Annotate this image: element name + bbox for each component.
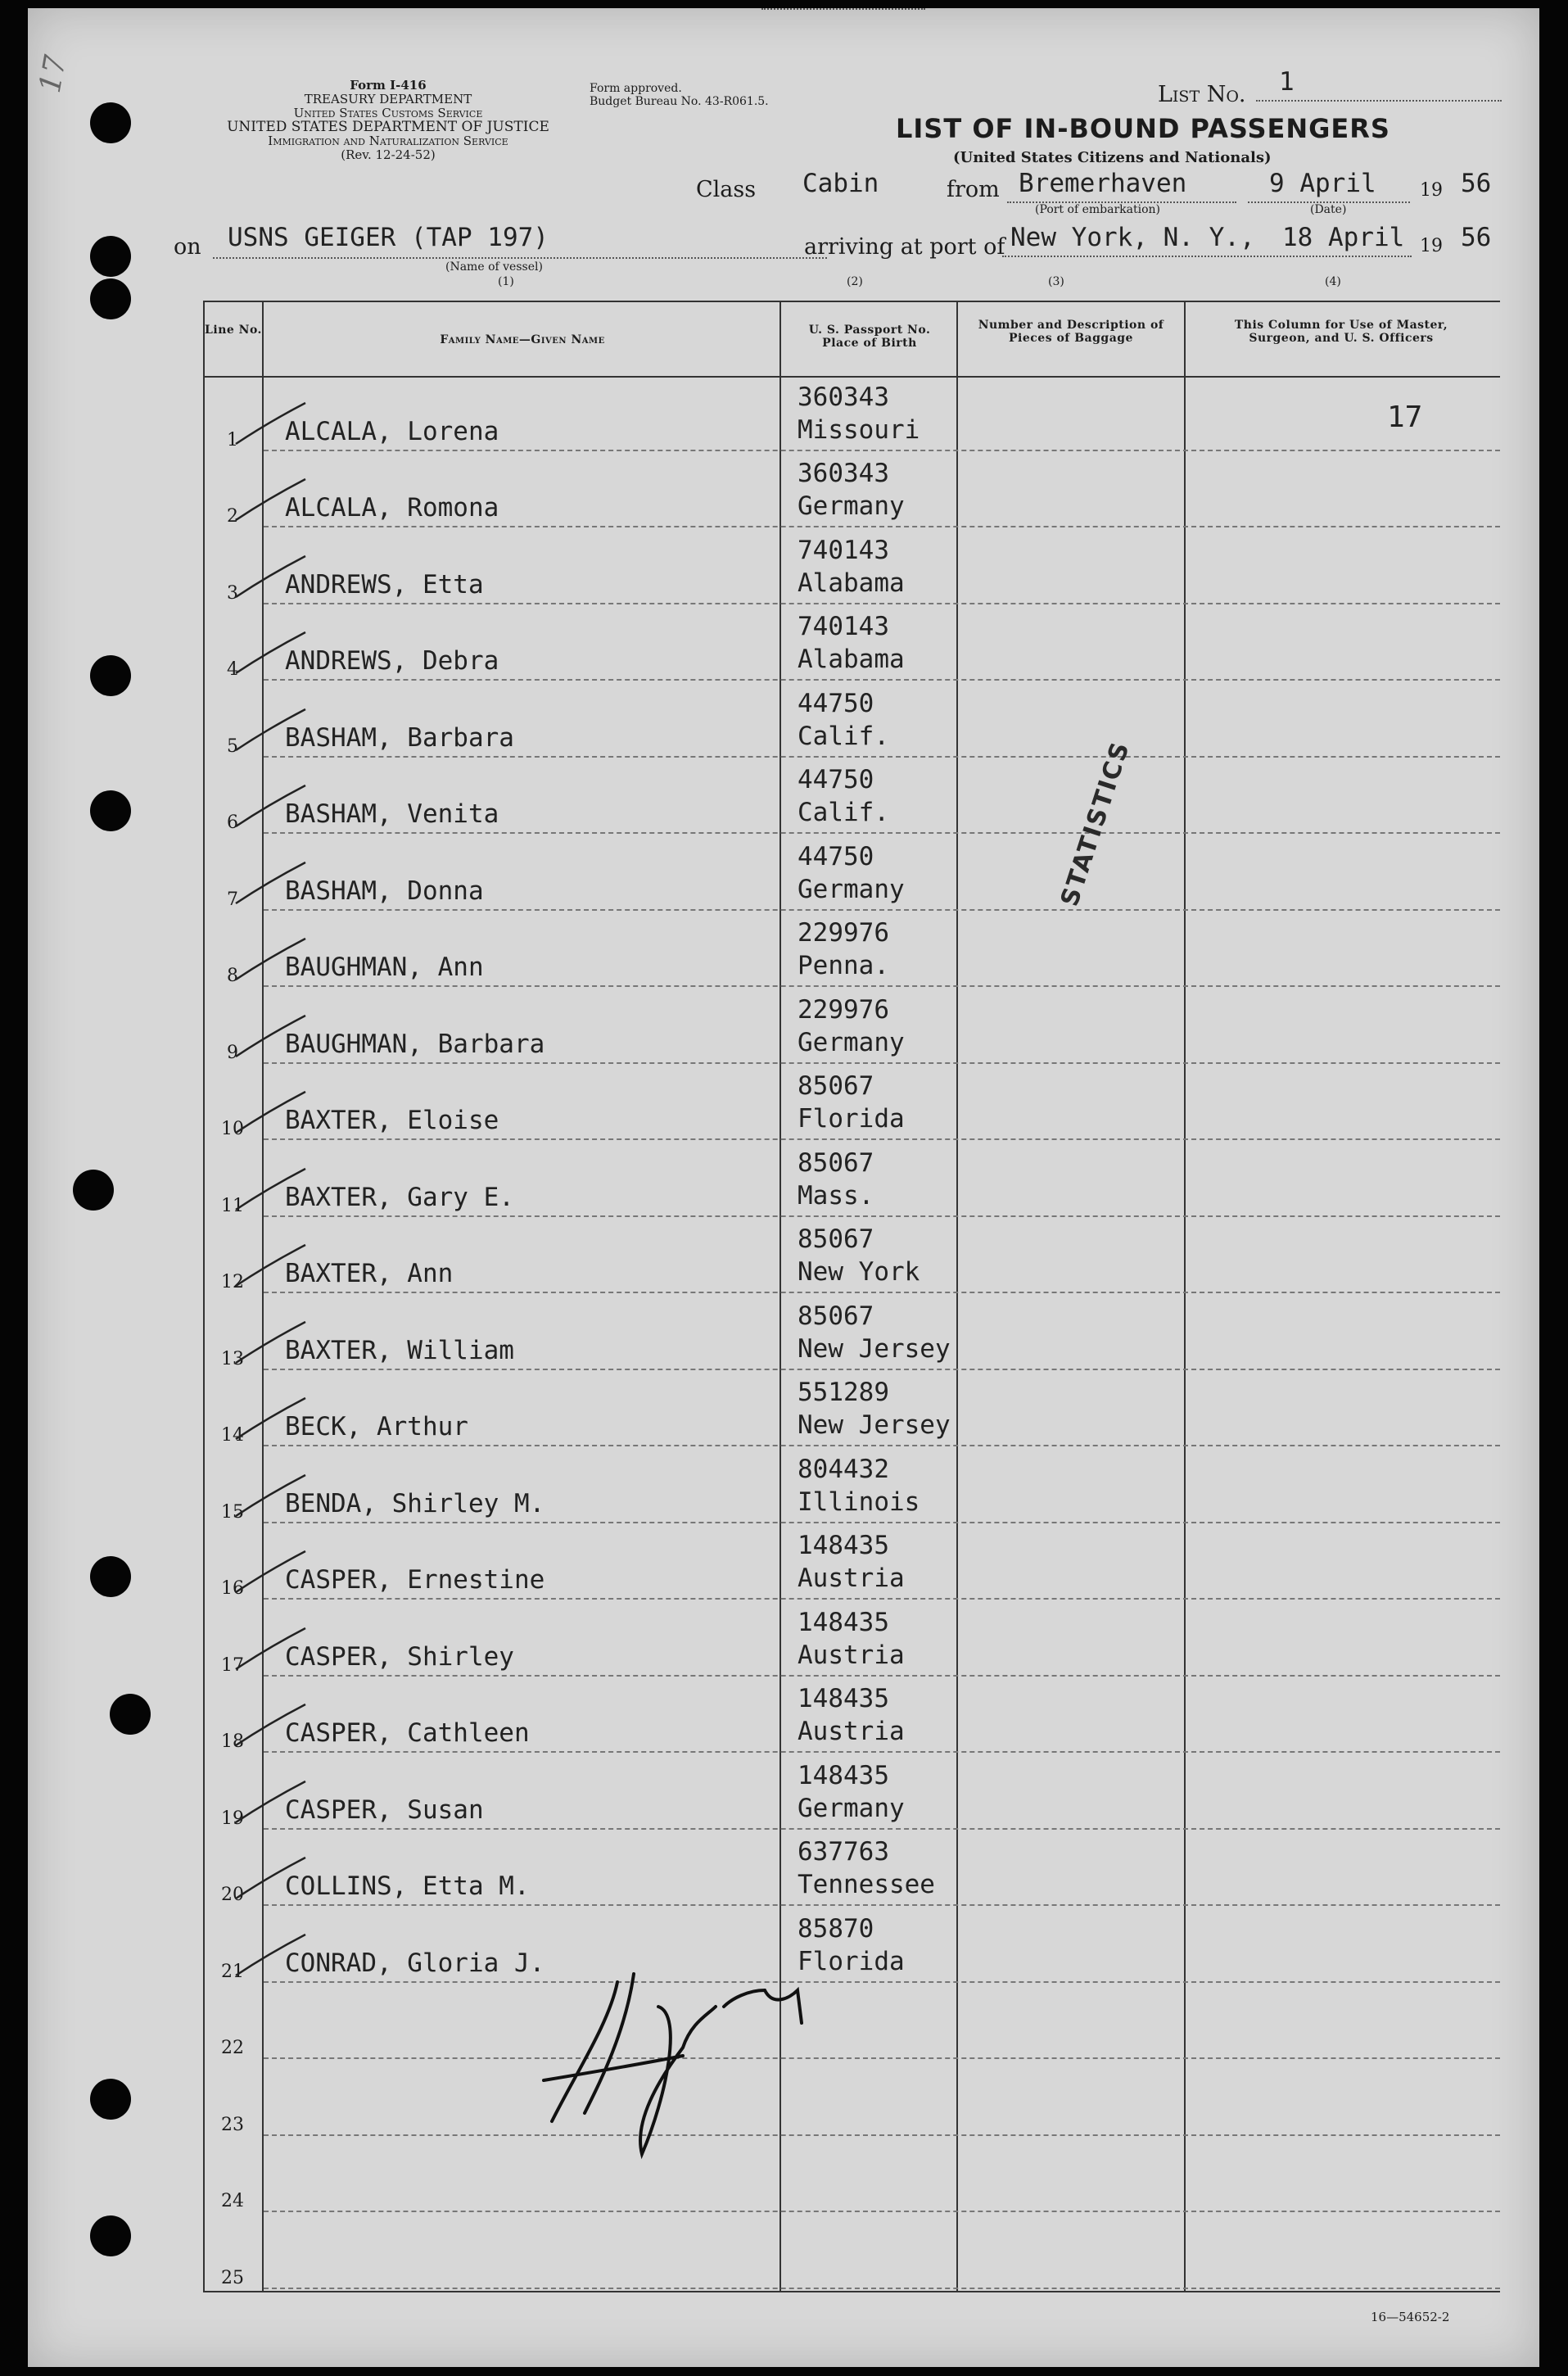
arrival-year: 56	[1461, 223, 1492, 252]
table-row	[203, 835, 1500, 912]
punch-hole	[90, 790, 131, 831]
revision-date: (Rev. 12-24-52)	[341, 147, 436, 162]
place-of-birth: Alabama	[798, 568, 905, 598]
passport-number: 740143	[798, 612, 889, 641]
col-caption-4: (4)	[1325, 275, 1341, 288]
passport-number: 148435	[798, 1684, 889, 1713]
punch-hole	[90, 278, 131, 319]
punch-hole	[110, 1694, 151, 1735]
punch-hole	[90, 236, 131, 277]
list-label: List No.	[1158, 82, 1246, 107]
place-of-birth: Austria	[798, 1640, 905, 1670]
passenger-name: BAXTER, Eloise	[285, 1106, 499, 1135]
table-row	[203, 1525, 1500, 1602]
passport-number: 44750	[798, 765, 874, 794]
table-row	[203, 1831, 1500, 1908]
passenger-name: ALCALA, Lorena	[285, 416, 499, 446]
passport-number: 360343	[798, 382, 889, 412]
from-label: from	[947, 177, 1000, 202]
passenger-name: CASPER, Ernestine	[285, 1565, 545, 1595]
table-row	[203, 1295, 1500, 1372]
table-row	[203, 1448, 1500, 1525]
passenger-name: BENDA, Shirley M.	[285, 1488, 545, 1518]
line-number: 16	[221, 1578, 244, 1599]
place-of-birth: Austria	[798, 1564, 905, 1593]
line-number: 13	[221, 1348, 244, 1369]
passenger-name: ANDREWS, Etta	[285, 569, 484, 600]
line-number: 18	[221, 1731, 244, 1752]
passport-number: 148435	[798, 1607, 889, 1637]
place-of-birth: Missouri	[798, 414, 920, 445]
line-number: 21	[221, 1961, 244, 1982]
customs-service: United States Customs Service	[293, 106, 483, 120]
header-baggage: Number and Description of Pieces of Baggage	[978, 319, 1164, 345]
arrival-century: 19	[1420, 236, 1443, 256]
table-row	[203, 606, 1500, 683]
table-row	[203, 1142, 1500, 1219]
year-value: 56	[1461, 169, 1492, 198]
punch-hole	[90, 2215, 131, 2256]
passport-number: 637763	[798, 1837, 889, 1867]
table-row	[203, 1754, 1500, 1831]
table-row	[203, 759, 1500, 836]
passport-number: 85067	[798, 1147, 874, 1178]
form-number: Form I-416	[350, 78, 427, 93]
vessel-name: USNS GEIGER (TAP 197)	[228, 223, 549, 252]
line-number: 22	[221, 2038, 244, 2058]
passport-number: 85870	[798, 1913, 874, 1944]
punch-hole	[73, 1170, 114, 1211]
header-line-no: Line No.	[205, 324, 262, 337]
passport-number: 148435	[798, 1760, 889, 1790]
passenger-name: CASPER, Cathleen	[285, 1718, 530, 1748]
line-number: 17	[221, 1654, 244, 1676]
line-number: 14	[221, 1425, 244, 1446]
century-label: 19	[1420, 180, 1443, 201]
place-of-birth: Germany	[798, 1027, 905, 1057]
signature	[519, 1957, 863, 2170]
place-of-birth: New Jersey	[798, 1410, 951, 1440]
header-passport: U. S. Passport No. Place of Birth	[808, 324, 931, 350]
passenger-name: BASHAM, Donna	[285, 876, 484, 906]
list-number: 1	[1279, 67, 1295, 97]
passenger-name: BAUGHMAN, Ann	[285, 953, 484, 982]
document-page	[28, 8, 1539, 2367]
punch-hole	[90, 2079, 131, 2120]
place-of-birth: Tennessee	[798, 1870, 935, 1899]
vessel-caption: (Name of vessel)	[445, 260, 543, 274]
passport-number: 85067	[798, 1301, 874, 1331]
col-caption-2: (2)	[847, 275, 863, 288]
place-of-birth: New York	[798, 1257, 920, 1287]
passport-number: 44750	[798, 841, 874, 871]
place-of-birth: Calif.	[798, 721, 889, 751]
table-row	[203, 376, 1500, 453]
on-label: on	[174, 234, 201, 260]
line-number: 11	[221, 1195, 244, 1216]
passenger-name: ANDREWS, Debra	[285, 646, 499, 676]
line-number: 9	[227, 1042, 238, 1063]
col-caption-1: (1)	[498, 275, 514, 288]
passenger-name: BASHAM, Venita	[285, 799, 499, 829]
place-of-birth: Calif.	[798, 798, 889, 827]
line-number: 25	[221, 2267, 244, 2288]
place-of-birth: Germany	[798, 491, 905, 521]
bleed-through	[601, 1684, 1502, 1720]
passenger-name: CONRAD, Gloria J.	[285, 1948, 545, 1978]
line-number: 7	[227, 889, 238, 910]
passport-number: 85067	[798, 1071, 874, 1101]
class-value: Cabin	[802, 169, 879, 198]
place-of-birth: Germany	[798, 874, 905, 904]
passenger-name: COLLINS, Etta M.	[285, 1871, 530, 1901]
from-value: Bremerhaven	[1019, 169, 1187, 198]
place-of-birth: Florida	[798, 1946, 905, 1976]
line-number: 23	[221, 2114, 244, 2135]
passenger-name: BAXTER, Gary E.	[285, 1182, 514, 1212]
line-number: 12	[221, 1272, 244, 1292]
line-number: 24	[221, 2191, 244, 2211]
punch-hole	[90, 655, 131, 696]
passenger-name: ALCALA, Romona	[285, 493, 499, 523]
punch-hole	[90, 1556, 131, 1597]
table-row	[203, 912, 1500, 989]
line-number: 2	[227, 506, 238, 527]
place-of-birth: Illinois	[798, 1487, 920, 1517]
page-title: LIST OF IN-BOUND PASSENGERS	[896, 113, 1390, 144]
place-of-birth: Mass.	[798, 1180, 874, 1211]
place-of-birth: Alabama	[798, 645, 905, 674]
passenger-name: BECK, Arthur	[285, 1412, 468, 1441]
line-number: 20	[221, 1885, 244, 1905]
passport-number: 229976	[798, 994, 889, 1025]
place-of-birth: Penna.	[798, 951, 889, 980]
table-row	[203, 529, 1500, 606]
officer-note: 17	[1387, 401, 1423, 434]
place-of-birth: Florida	[798, 1104, 905, 1134]
passport-number: 44750	[798, 688, 874, 718]
header-name: Family Name—Given Name	[440, 333, 605, 346]
table-row	[203, 1219, 1500, 1296]
form-approved: Form approved.	[590, 82, 682, 95]
passport-number: 804432	[798, 1454, 889, 1484]
passport-number: 148435	[798, 1531, 889, 1560]
passenger-name: BAXTER, Ann	[285, 1259, 454, 1288]
form-id-block	[183, 79, 593, 162]
date-value: 9 April	[1269, 169, 1376, 198]
line-number: 19	[221, 1808, 244, 1829]
place-of-birth: Austria	[798, 1717, 905, 1746]
embark-caption: (Port of embarkation)	[1035, 203, 1160, 216]
passport-number: 551289	[798, 1378, 889, 1407]
table-row	[203, 2214, 1500, 2291]
passport-number: 740143	[798, 535, 889, 565]
passport-number: 360343	[798, 459, 889, 488]
arrival-date: 18 April	[1282, 223, 1405, 252]
page-subtitle: (United States Citizens and Nationals)	[953, 149, 1272, 166]
budget-bureau: Budget Bureau No. 43-R061.5.	[590, 95, 769, 108]
line-number: 3	[227, 582, 238, 604]
date-caption: (Date)	[1310, 203, 1347, 216]
corner-mark: 17	[33, 52, 74, 96]
line-number: 10	[221, 1119, 244, 1139]
class-label: Class	[696, 177, 757, 202]
approval-block	[590, 82, 769, 108]
place-of-birth: Germany	[798, 1793, 905, 1823]
passenger-name: CASPER, Shirley	[285, 1641, 514, 1672]
passenger-name: BAXTER, William	[285, 1335, 514, 1365]
punch-hole	[90, 102, 131, 143]
passenger-name: CASPER, Susan	[285, 1794, 484, 1825]
line-number: 15	[221, 1501, 244, 1523]
line-number: 1	[227, 429, 238, 450]
table-row	[203, 682, 1500, 759]
passport-number: 229976	[798, 918, 889, 948]
passenger-name: BAUGHMAN, Barbara	[285, 1029, 545, 1059]
footer-code: 16—54652-2	[1371, 2310, 1450, 2324]
passenger-name: BASHAM, Barbara	[285, 722, 514, 753]
justice-dept: UNITED STATES DEPARTMENT OF JUSTICE	[227, 119, 549, 135]
table-row	[203, 989, 1500, 1066]
table-row	[203, 1601, 1500, 1678]
line-number: 8	[227, 966, 238, 986]
line-number: 4	[227, 659, 238, 680]
arriving-label: arriving at port of	[804, 234, 1005, 260]
place-of-birth: New Jersey	[798, 1333, 951, 1364]
arrival-port: New York, N. Y.,	[1010, 223, 1255, 252]
col-caption-3: (3)	[1048, 275, 1064, 288]
table-row	[203, 1372, 1500, 1449]
line-number: 6	[227, 812, 238, 833]
table-row	[203, 1066, 1500, 1143]
line-number: 5	[227, 735, 238, 757]
passport-number: 85067	[798, 1224, 874, 1254]
treasury-dept: TREASURY DEPARTMENT	[304, 92, 472, 106]
immigration-service: Immigration and Naturalization Service	[268, 134, 508, 148]
header-officers: This Column for Use of Master, Surgeon, and U. S. Officers	[1234, 319, 1448, 345]
table-row	[203, 453, 1500, 530]
statistics-stamp: STATISTICS	[1055, 737, 1136, 910]
